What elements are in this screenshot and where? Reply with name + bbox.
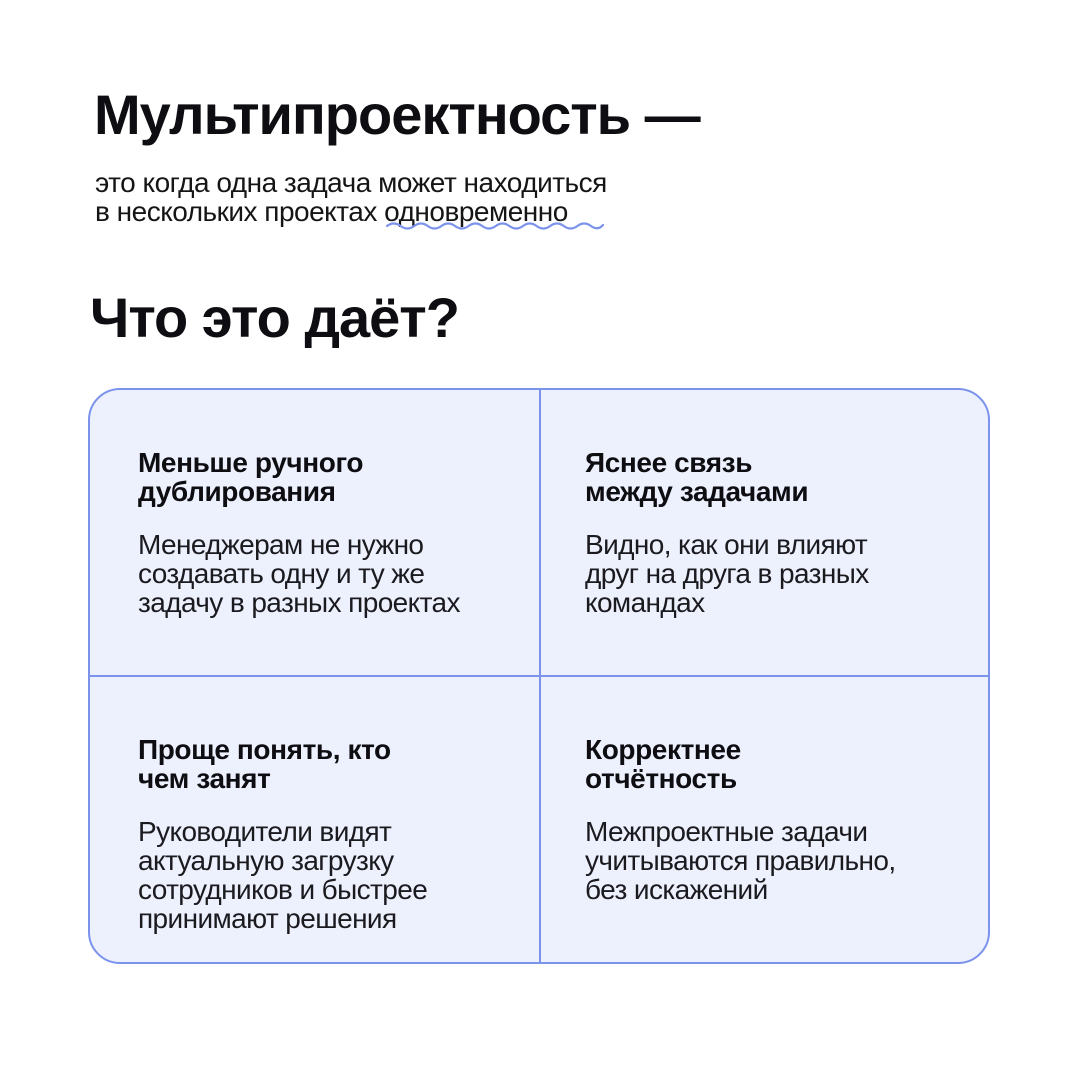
definition-text bbox=[95, 168, 607, 226]
benefit-card bbox=[90, 677, 541, 964]
section-title: Что это даёт? bbox=[90, 286, 459, 349]
benefits-grid bbox=[88, 388, 990, 964]
benefit-card bbox=[541, 390, 990, 677]
benefit-description: Межпроектные задачи учитываются правильно, без искажений bbox=[585, 816, 896, 905]
page-title: Мультипроектность — bbox=[94, 83, 700, 146]
benefit-title: Меньше ручного дублирования bbox=[138, 447, 364, 507]
benefit-description: Видно, как они влияют друг на друга в разных командах bbox=[585, 529, 869, 618]
benefit-title: Проще понять, кто чем занят bbox=[138, 734, 391, 794]
definition-emphasis bbox=[384, 197, 568, 226]
benefit-title: Яснее связь между задачами bbox=[585, 447, 809, 507]
benefit-card bbox=[90, 390, 541, 677]
definition-line-2 bbox=[95, 197, 607, 226]
benefit-description: Руководители видят актуальную загрузку сотрудников и быстрее принимают решения bbox=[138, 816, 428, 934]
benefit-card bbox=[541, 677, 990, 964]
benefit-description: Менеджерам не нужно создавать одну и ту же задачу в разных проектах bbox=[138, 529, 460, 618]
benefit-title: Корректнее отчётность bbox=[585, 734, 741, 794]
definition-line-1: это когда одна задача может находиться bbox=[95, 167, 607, 198]
definition-line-2-prefix: в нескольких проектах bbox=[95, 196, 385, 227]
definition-emphasis-text: одновременно bbox=[384, 196, 568, 227]
